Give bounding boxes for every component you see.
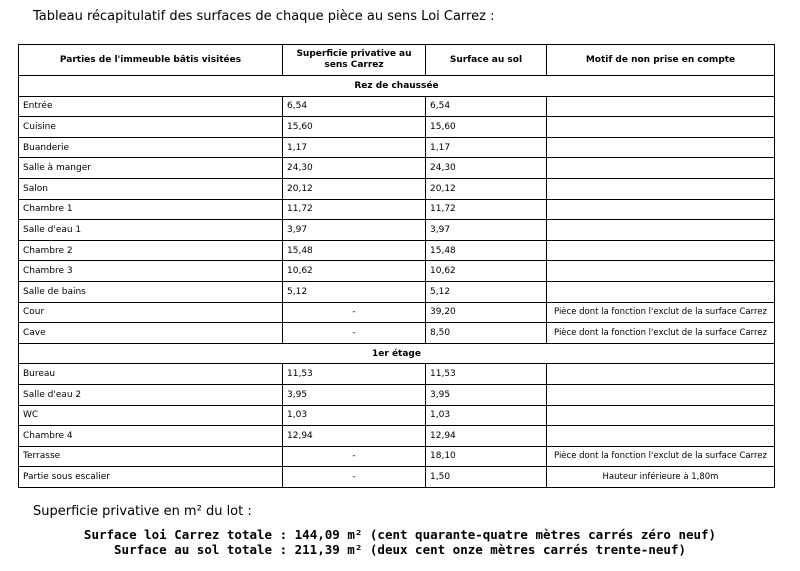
cell-motif	[547, 96, 775, 117]
cell-motif	[547, 137, 775, 158]
summary-label: Superficie privative en m² du lot :	[33, 504, 252, 519]
cell-surface-sol: 1,50	[426, 467, 547, 488]
cell-motif: Pièce dont la fonction l'exclut de la surface Carrez	[547, 323, 775, 344]
table-row	[19, 199, 775, 220]
table-row	[19, 384, 775, 405]
cell-piece: Chambre 1	[19, 199, 283, 220]
cell-carrez: 11,72	[283, 199, 426, 220]
table-row	[19, 281, 775, 302]
cell-surface-sol: 8,50	[426, 323, 547, 344]
cell-piece: Salon	[19, 178, 283, 199]
table-row	[19, 426, 775, 447]
surfaces-table	[18, 44, 775, 488]
cell-piece: Entrée	[19, 96, 283, 117]
cell-motif	[547, 178, 775, 199]
cell-piece: Chambre 4	[19, 426, 283, 447]
section-row	[19, 343, 775, 364]
cell-motif	[547, 261, 775, 282]
cell-surface-sol: 1,03	[426, 405, 547, 426]
cell-motif	[547, 364, 775, 385]
cell-surface-sol: 24,30	[426, 158, 547, 179]
table-row	[19, 364, 775, 385]
table-body	[19, 76, 775, 488]
cell-piece: Salle d'eau 1	[19, 220, 283, 241]
table-row	[19, 240, 775, 261]
cell-piece: Cour	[19, 302, 283, 323]
cell-motif	[547, 117, 775, 138]
cell-carrez: 3,95	[283, 384, 426, 405]
table-row	[19, 302, 775, 323]
cell-motif	[547, 384, 775, 405]
table-row	[19, 261, 775, 282]
cell-carrez: 5,12	[283, 281, 426, 302]
cell-piece: Chambre 3	[19, 261, 283, 282]
table-row	[19, 446, 775, 467]
cell-surface-sol: 12,94	[426, 426, 547, 447]
cell-piece: Partie sous escalier	[19, 467, 283, 488]
table-row	[19, 405, 775, 426]
cell-surface-sol: 15,48	[426, 240, 547, 261]
cell-piece: Salle à manger	[19, 158, 283, 179]
table-row	[19, 117, 775, 138]
cell-surface-sol: 3,97	[426, 220, 547, 241]
cell-surface-sol: 11,53	[426, 364, 547, 385]
cell-motif: Hauteur inférieure à 1,80m	[547, 467, 775, 488]
cell-surface-sol: 1,17	[426, 137, 547, 158]
cell-carrez: 6,54	[283, 96, 426, 117]
cell-piece: Cuisine	[19, 117, 283, 138]
cell-motif	[547, 281, 775, 302]
cell-motif	[547, 158, 775, 179]
cell-carrez: 20,12	[283, 178, 426, 199]
cell-surface-sol: 15,60	[426, 117, 547, 138]
totals	[0, 527, 800, 557]
cell-surface-sol: 3,95	[426, 384, 547, 405]
cell-piece: Bureau	[19, 364, 283, 385]
cell-carrez: 10,62	[283, 261, 426, 282]
cell-motif	[547, 240, 775, 261]
cell-piece: Buanderie	[19, 137, 283, 158]
cell-carrez: -	[283, 302, 426, 323]
cell-carrez: 15,60	[283, 117, 426, 138]
cell-motif: Pièce dont la fonction l'exclut de la surface Carrez	[547, 446, 775, 467]
table-row	[19, 158, 775, 179]
cell-carrez: -	[283, 323, 426, 344]
cell-motif	[547, 426, 775, 447]
cell-piece: WC	[19, 405, 283, 426]
cell-piece: Salle de bains	[19, 281, 283, 302]
cell-surface-sol: 39,20	[426, 302, 547, 323]
header-surface-sol: Surface au sol	[426, 45, 547, 76]
cell-piece: Chambre 2	[19, 240, 283, 261]
table-header-row	[19, 45, 775, 76]
header-motif: Motif de non prise en compte	[547, 45, 775, 76]
cell-surface-sol: 20,12	[426, 178, 547, 199]
table-row	[19, 178, 775, 199]
cell-surface-sol: 6,54	[426, 96, 547, 117]
total-carrez: Surface loi Carrez totale : 144,09 m² (cent quarante-quatre mètres carrés zéro neuf)	[83, 527, 717, 542]
table-row	[19, 96, 775, 117]
cell-motif	[547, 199, 775, 220]
cell-carrez: 24,30	[283, 158, 426, 179]
cell-surface-sol: 11,72	[426, 199, 547, 220]
cell-carrez: -	[283, 446, 426, 467]
header-superficie: Superficie privative au sens Carrez	[283, 45, 426, 76]
table-row	[19, 323, 775, 344]
section-row	[19, 76, 775, 97]
cell-carrez: 11,53	[283, 364, 426, 385]
table-row	[19, 220, 775, 241]
table-row	[19, 467, 775, 488]
page-title: Tableau récapitulatif des surfaces de chaque pièce au sens Loi Carrez :	[33, 9, 495, 24]
cell-carrez: -	[283, 467, 426, 488]
cell-surface-sol: 5,12	[426, 281, 547, 302]
cell-carrez: 1,03	[283, 405, 426, 426]
cell-surface-sol: 18,10	[426, 446, 547, 467]
cell-carrez: 3,97	[283, 220, 426, 241]
cell-carrez: 1,17	[283, 137, 426, 158]
cell-piece: Terrasse	[19, 446, 283, 467]
total-sol: Surface au sol totale : 211,39 m² (deux cent onze mètres carrés trente-neuf)	[114, 542, 686, 557]
cell-piece: Cave	[19, 323, 283, 344]
section-title: Rez de chaussée	[19, 76, 775, 97]
cell-motif	[547, 405, 775, 426]
cell-surface-sol: 10,62	[426, 261, 547, 282]
cell-motif	[547, 220, 775, 241]
header-parties: Parties de l'immeuble bâtis visitées	[19, 45, 283, 76]
cell-carrez: 15,48	[283, 240, 426, 261]
section-title: 1er étage	[19, 343, 775, 364]
table-row	[19, 137, 775, 158]
cell-piece: Salle d'eau 2	[19, 384, 283, 405]
cell-motif: Pièce dont la fonction l'exclut de la surface Carrez	[547, 302, 775, 323]
cell-carrez: 12,94	[283, 426, 426, 447]
